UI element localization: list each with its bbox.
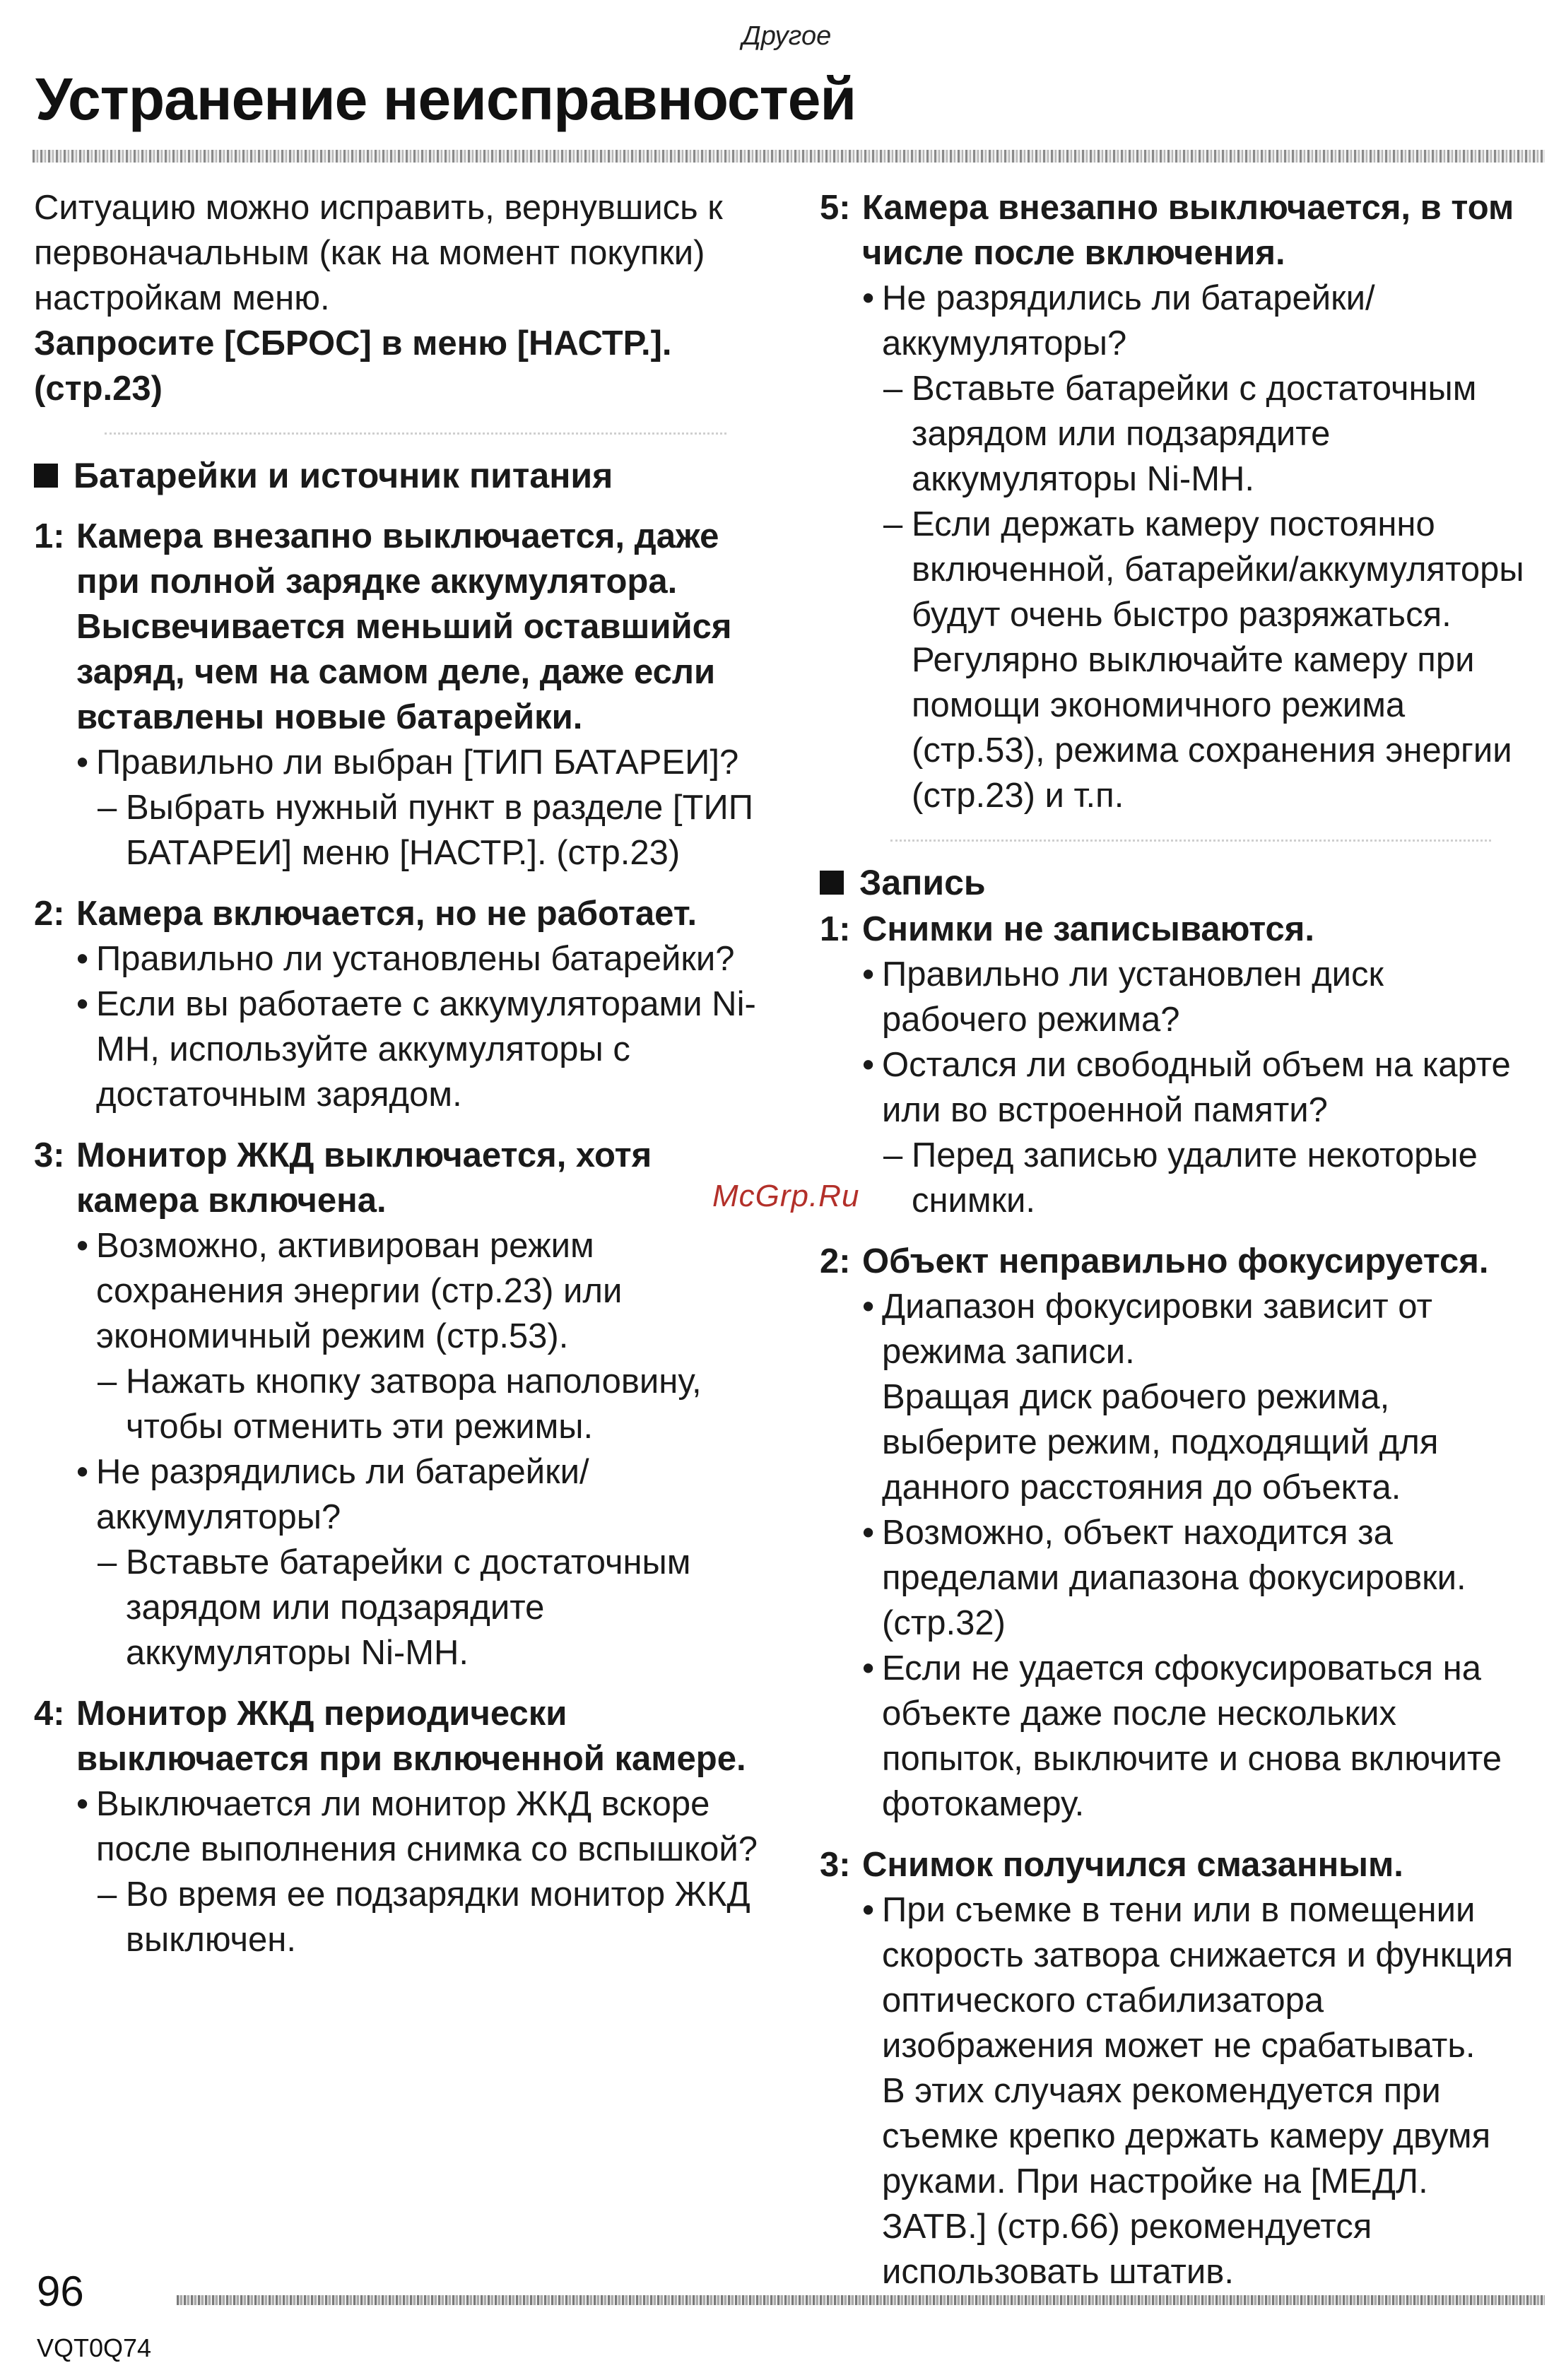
left-column	[34, 185, 769, 1962]
dash-point	[98, 1872, 769, 1962]
bullet-point	[862, 1510, 1533, 1646]
bullet-mark: •	[76, 743, 89, 782]
bullet-mark: •	[862, 1514, 875, 1552]
dash-point	[98, 1359, 769, 1449]
trouble-item	[34, 891, 769, 1117]
bullet-point	[862, 1887, 1533, 2294]
bullet-mark: •	[76, 1453, 89, 1491]
question-number: 3:	[820, 1846, 851, 1884]
bullet-point	[862, 1042, 1533, 1133]
dash-text: Если держать камеру постоянно включенной, батарейки/аккумуляторы будут очень быстро разряжаться. Регулярно выключайте камеру при помощи экономичного режима (стр.53), режима сохранения энергии (стр.23) и т.п.	[912, 505, 1524, 815]
bullet-point	[862, 1284, 1533, 1510]
question	[34, 1133, 769, 1223]
dash-mark: –	[883, 1136, 903, 1174]
dash-mark: –	[883, 505, 903, 543]
bullet-mark: •	[862, 1891, 875, 1929]
question-number: 5:	[820, 189, 851, 227]
bullet-text: Не разрядились ли батарейки/аккумуляторы?	[96, 1453, 589, 1536]
section-heading-label: Батарейки и источник питания	[73, 456, 613, 495]
question-text: Монитор ЖКД выключается, хотя камера включена.	[76, 1136, 652, 1220]
dash-text: Выбрать нужный пункт в разделе [ТИП БАТАРЕИ] меню [НАСТР.]. (стр.23)	[126, 789, 753, 872]
bullet-point	[76, 1449, 769, 1540]
question-text: Монитор ЖКД периодически выключается при включенной камере.	[76, 1695, 746, 1778]
bullet-text: Выключается ли монитор ЖКД вскоре после выполнения снимка со вспышкой?	[96, 1785, 758, 1868]
document-code: VQT0Q74	[37, 2333, 152, 2362]
bullet-mark: •	[76, 1785, 89, 1823]
bullet-point	[76, 1781, 769, 1872]
bullet-point	[76, 936, 769, 982]
trouble-item	[820, 185, 1533, 818]
section-heading-recording	[820, 860, 1533, 905]
right-column	[820, 185, 1533, 2294]
page-title: Устранение неисправностей	[35, 66, 856, 132]
square-bullet-icon	[820, 871, 844, 895]
bullet-point	[862, 276, 1533, 366]
dotted-separator	[105, 432, 726, 435]
bullet-text: Возможно, активирован режим сохранения энергии (стр.23) или экономичный режим (стр.53).	[96, 1227, 623, 1355]
watermark: McGrp.Ru	[712, 1179, 860, 1213]
section-heading-power	[34, 453, 769, 498]
intro-reset-note: Запросите [СБРОС] в меню [НАСТР.]. (стр.23)	[34, 324, 672, 408]
dash-point	[883, 1133, 1533, 1223]
bullet-continuation: В этих случаях рекомендуется при съемке крепко держать камеру двумя руками. При настройке на [МЕДЛ. ЗАТВ.] (стр.66) рекомендуется использовать штатив.	[882, 2072, 1491, 2291]
bullet-text: При съемке в тени или в помещении скорость затвора снижается и функция оптического стабилизатора изображения может не срабатывать.	[882, 1891, 1514, 2065]
page-number: 96	[37, 2268, 84, 2315]
intro	[34, 185, 769, 411]
intro-text: Ситуацию можно исправить, вернувшись к первоначальным (как на момент покупки) настройкам меню.	[34, 189, 723, 317]
bullet-mark: •	[76, 985, 89, 1023]
footer-divider	[177, 2295, 1545, 2305]
bullet-text: Если вы работаете с аккумуляторами Ni-MH, используйте аккумуляторы с достаточным зарядом.	[96, 985, 756, 1114]
dash-point	[883, 366, 1533, 502]
bullet-text: Не разрядились ли батарейки/аккумуляторы?	[882, 279, 1375, 363]
bullet-point	[862, 1646, 1533, 1827]
dash-text: Во время ее подзарядки монитор ЖКД выключен.	[126, 1875, 750, 1959]
dash-point	[883, 502, 1533, 818]
trouble-item	[820, 907, 1533, 1223]
trouble-item	[820, 1842, 1533, 2294]
bullet-mark: •	[862, 1046, 875, 1084]
bullet-text: Правильно ли установлены батарейки?	[96, 940, 735, 978]
bullet-mark: •	[862, 279, 875, 317]
section-label: Другое	[742, 21, 832, 51]
bullet-text: Если не удается сфокусироваться на объекте даже после нескольких попыток, выключите и снова включите фотокамеру.	[882, 1649, 1502, 1823]
question-number: 4:	[34, 1695, 65, 1733]
dash-mark: –	[98, 1875, 117, 1914]
dash-text: Нажать кнопку затвора наполовину, чтобы отменить эти режимы.	[126, 1362, 702, 1446]
question-text: Объект неправильно фокусируется.	[862, 1242, 1489, 1280]
dotted-separator	[890, 840, 1491, 842]
question-number: 1:	[820, 910, 851, 948]
bullet-point	[76, 982, 769, 1117]
dash-mark: –	[98, 1362, 117, 1401]
section-heading-label: Запись	[859, 863, 986, 902]
trouble-item	[34, 1133, 769, 1675]
question-text: Снимки не записываются.	[862, 910, 1315, 948]
question-text: Камера внезапно выключается, в том числе после включения.	[862, 189, 1514, 272]
bullet-text: Правильно ли выбран [ТИП БАТАРЕИ]?	[96, 743, 739, 782]
title-divider	[33, 150, 1545, 163]
dash-mark: –	[98, 789, 117, 827]
question-text: Камера включается, но не работает.	[76, 895, 697, 933]
question	[820, 185, 1533, 276]
bullet-mark: •	[862, 955, 875, 994]
dash-mark: –	[883, 370, 903, 408]
bullet-mark: •	[862, 1649, 875, 1687]
question-text: Снимок получился смазанным.	[862, 1846, 1403, 1884]
bullet-text: Остался ли свободный объем на карте или во встроенной памяти?	[882, 1046, 1511, 1129]
trouble-item	[34, 514, 769, 876]
bullet-point	[862, 952, 1533, 1042]
bullet-body	[882, 1887, 1533, 2294]
dash-mark: –	[98, 1543, 117, 1581]
square-bullet-icon	[34, 464, 58, 488]
question-number: 2:	[820, 1242, 851, 1280]
question	[34, 1691, 769, 1781]
question	[34, 514, 769, 740]
trouble-item	[820, 1239, 1533, 1827]
question	[34, 891, 769, 936]
dash-text: Вставьте батарейки с достаточным зарядом или подзарядите аккумуляторы Ni-MH.	[126, 1543, 691, 1672]
bullet-mark: •	[76, 940, 89, 978]
bullet-body	[882, 1284, 1533, 1510]
bullet-point	[76, 740, 769, 785]
dash-point	[98, 1540, 769, 1675]
question-number: 3:	[34, 1136, 65, 1174]
bullet-text: Правильно ли установлен диск рабочего режима?	[882, 955, 1384, 1039]
question	[820, 1842, 1533, 1887]
bullet-text: Диапазон фокусировки зависит от режима записи.	[882, 1288, 1432, 1371]
question-number: 1:	[34, 517, 65, 555]
question	[820, 907, 1533, 952]
trouble-item	[34, 1691, 769, 1962]
question-number: 2:	[34, 895, 65, 933]
bullet-text: Возможно, объект находится за пределами диапазона фокусировки. (стр.32)	[882, 1514, 1466, 1642]
bullet-continuation: Вращая диск рабочего режима, выберите режим, подходящий для данного расстояния до объекта.	[882, 1378, 1439, 1507]
question-text: Камера внезапно выключается, даже при полной зарядке аккумулятора. Высвечивается меньший оставшийся заряд, чем на самом деле, даже если вставлены новые батарейки.	[76, 517, 732, 736]
dash-text: Перед записью удалите некоторые снимки.	[912, 1136, 1478, 1220]
dash-text: Вставьте батарейки с достаточным зарядом или подзарядите аккумуляторы Ni-MH.	[912, 370, 1477, 498]
bullet-mark: •	[76, 1227, 89, 1265]
bullet-mark: •	[862, 1288, 875, 1326]
dash-point	[98, 785, 769, 876]
bullet-point	[76, 1223, 769, 1359]
question	[820, 1239, 1533, 1284]
